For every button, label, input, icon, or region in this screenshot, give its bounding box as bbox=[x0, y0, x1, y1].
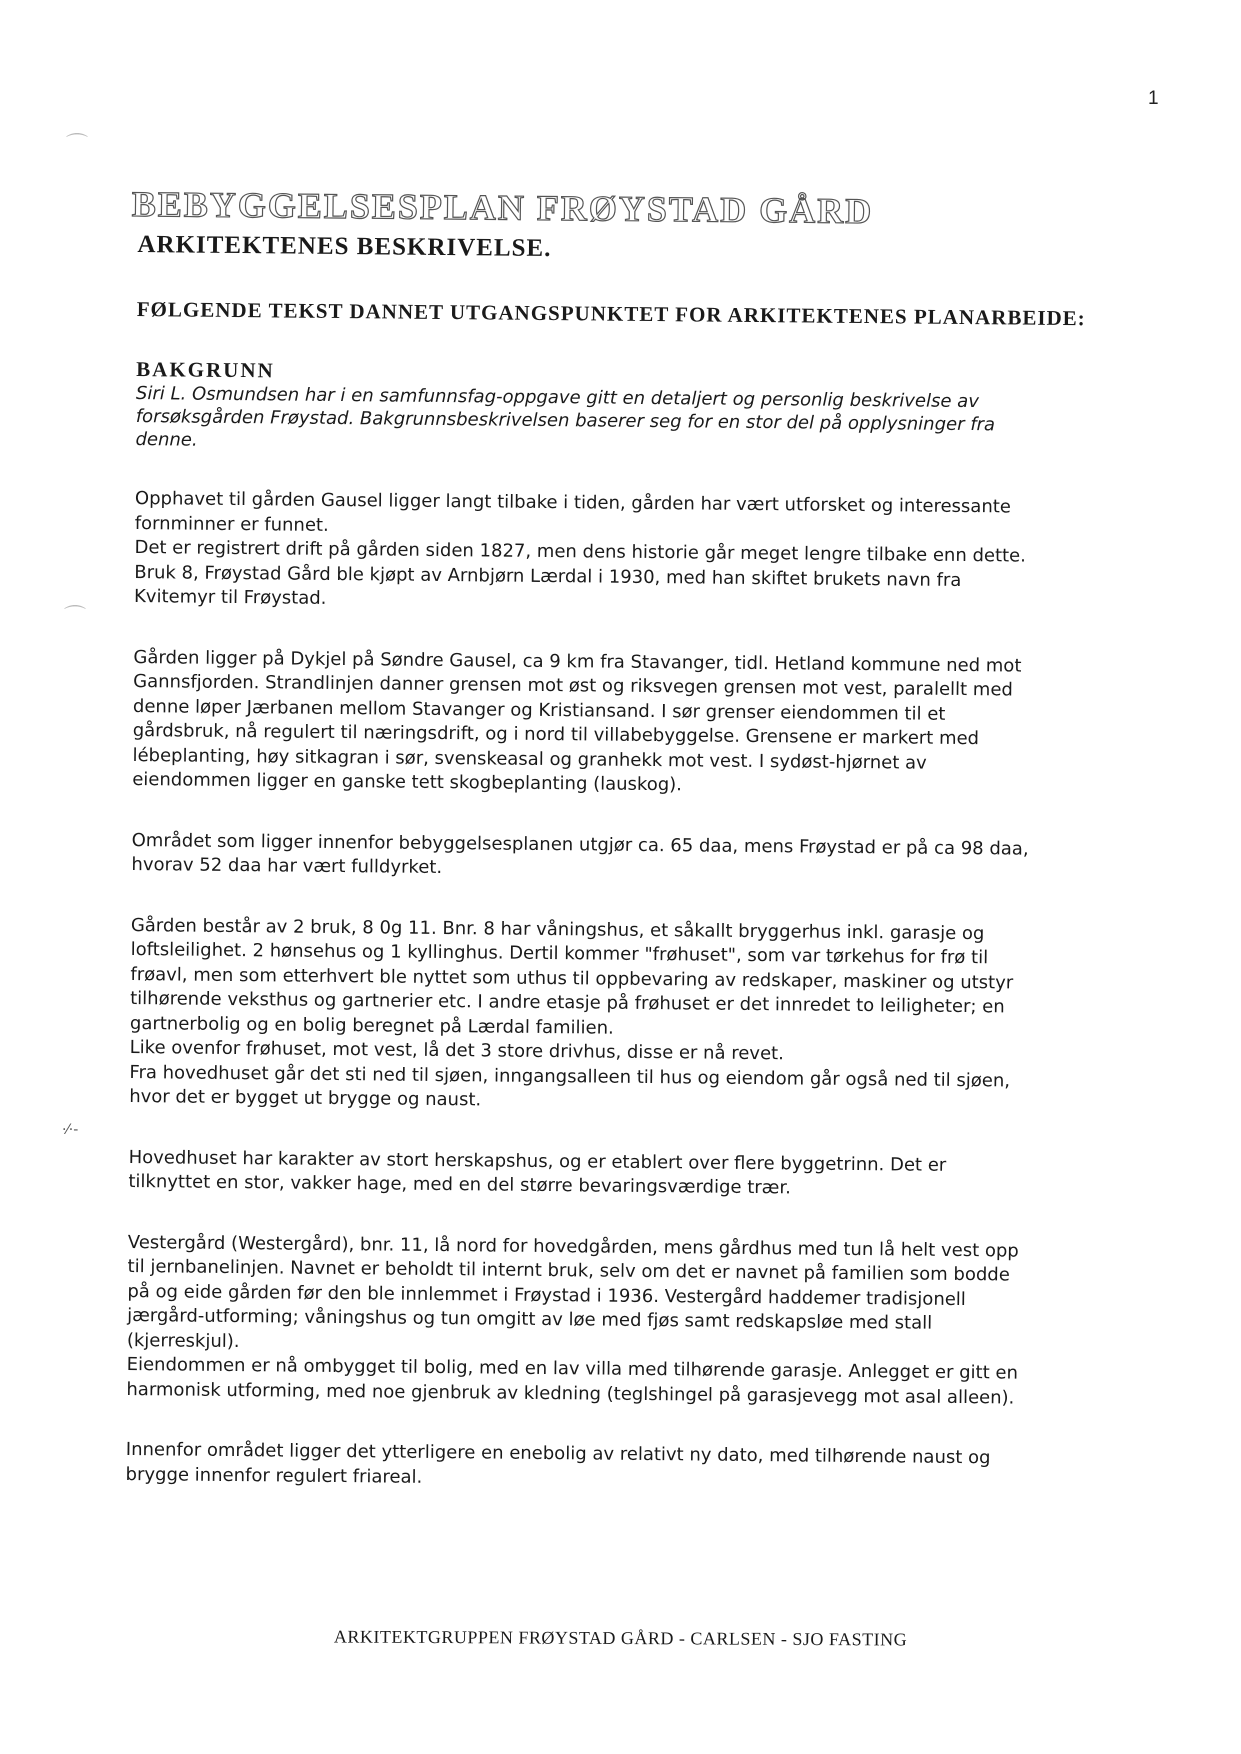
text-line: gårdsbruk, nå regulert til næringsdrift, og i nord til villabebyggelse. Grensene er markert med bbox=[132, 720, 980, 750]
text-line: hvor det er bygget ut brygge og naust. bbox=[129, 1086, 482, 1111]
text-line: lébeplanting, høy sitkagran i sør, svenskeasal og granhekk mot vest. I sydøst-hjørnet av bbox=[132, 744, 927, 774]
text-line: fornminner er funnet. bbox=[134, 512, 329, 536]
paragraph-main-house bbox=[128, 1146, 1103, 1204]
document-title: BEBYGGELSESPLAN FRØYSTAD GÅRD bbox=[131, 184, 874, 232]
intro-paragraph bbox=[135, 382, 1111, 460]
text-line: Gården ligger på Dykjel på Søndre Gausel, ca 9 km fra Stavanger, tidl. Hetland kommune ned mot bbox=[133, 646, 1022, 677]
text-line: på og eide gården før den ble innlemmet i Frøystad i 1936. Vestergård haddemer tradisjonell bbox=[127, 1280, 966, 1310]
paragraph-history bbox=[134, 487, 1110, 619]
text-line: loftsleilighet. 2 hønsehus og 1 kyllinghus. Dertil kommer "frøhuset", som var tørkehus for frø til bbox=[130, 939, 989, 969]
scan-mark: ·⁄·- bbox=[62, 1122, 79, 1138]
text-line: Fra hovedhuset går det sti ned til sjøen, inngangsalleen til hus og eiendom går også ned til sjøen, bbox=[129, 1061, 1011, 1091]
text-line: gartnerbolig og en bolig beregnet på Lærdal familien. bbox=[129, 1012, 614, 1039]
paragraph-enebolig bbox=[125, 1438, 1100, 1496]
text-line: hvorav 52 daa har vært fulldyrket. bbox=[131, 854, 443, 879]
text-line: denne. bbox=[135, 429, 198, 451]
text-line: (kjerreskjul). bbox=[126, 1329, 240, 1352]
text-line: Siri L. Osmundsen har i en samfunnsfag-oppgave gitt en detaljert og personlig beskrivelse av bbox=[135, 383, 980, 413]
page-number: 1 bbox=[1148, 88, 1159, 109]
text-line: Bruk 8, Frøystad Gård ble kjøpt av Arnbjørn Lærdal i 1930, med han skiftet brukets navn fra bbox=[134, 561, 962, 591]
text-line: tilknyttet en stor, vakker hage, med en del større bevaringsværdige trær. bbox=[128, 1171, 791, 1199]
paragraph-buildings bbox=[129, 914, 1106, 1119]
text-line: Opphavet til gården Gausel ligger langt tilbake i tiden, gården har vært utforsket og interessante bbox=[134, 488, 1012, 518]
text-line: frøavl, men som etterhvert ble nyttet som uthus til oppbevaring av redskaper, maskiner og utstyr bbox=[130, 963, 1014, 993]
text-line: Gården består av 2 bruk, 8 0g 11. Bnr. 8 har våningshus, et såkallt bryggerhus inkl. garasje og bbox=[130, 914, 985, 944]
text-line: denne løper Jærbanen mellom Stavanger og Kristiansand. I sør grenser eiendommen til et bbox=[132, 695, 946, 725]
scan-mark: ⌒ bbox=[64, 605, 87, 630]
scan-mark: ⌒ bbox=[66, 133, 89, 158]
text-line: harmonisk utforming, med noe gjenbruk av kledning (teglshingel på garasjevegg mot asal alleen). bbox=[126, 1378, 1015, 1409]
page-footer: ARKITEKTGRUPPEN FRØYSTAD GÅRD - CARLSEN - SJO FASTING bbox=[333, 1626, 908, 1650]
text-line: Vestergård (Westergård), bnr. 11, lå nord for hovedgården, mens gårdhus med tun lå helt vest opp bbox=[127, 1231, 1019, 1262]
paragraph-area bbox=[131, 829, 1106, 887]
lead-heading: FØLGENDE TEKST DANNET UTGANGSPUNKTET FOR ARKITEKTENES PLANARBEIDE: bbox=[136, 297, 1086, 331]
text-line: Det er registrert drift på gården siden 1827, men dens historie går meget lengre tilbake enn dette. bbox=[134, 537, 1027, 567]
text-line: Like ovenfor frøhuset, mot vest, lå det 3 store drivhus, disse er nå revet. bbox=[129, 1037, 784, 1065]
paragraph-location bbox=[132, 646, 1108, 802]
text-line: jærgård-utforming; våningshus og tun omgitt av løe med fjøs samt redskapsløe med stall bbox=[127, 1305, 933, 1334]
document-body bbox=[119, 184, 1116, 1496]
text-line: Gannsfjorden. Strandlinjen danner grensen mot øst og riksvegen grensen mot vest, paralellt med bbox=[133, 671, 1014, 701]
paragraph-vestergard bbox=[126, 1231, 1103, 1412]
text-line: forsøksgården Frøystad. Bakgrunnsbeskrivelsen baserer seg for en stor del på opplysninger fra bbox=[135, 406, 996, 436]
text-line: eiendommen ligger en ganske tett skogbeplanting (lauskog). bbox=[132, 769, 683, 796]
text-line: Kvitemyr til Frøystad. bbox=[133, 586, 327, 609]
document-subtitle: ARKITEKTENES BESKRIVELSE. bbox=[137, 231, 552, 263]
section-heading: BAKGRUNN bbox=[136, 357, 275, 383]
text-line: til jernbanelinjen. Navnet er beholdt til internt bruk, selv om det er navnet på familien som bodde bbox=[127, 1256, 1010, 1286]
text-line: tilhørende veksthus og gartnerier etc. I andre etasje på frøhuset er det innredet to leiligheter; en bbox=[130, 988, 1005, 1018]
text-line: Hovedhuset har karakter av stort herskapshus, og er etablert over flere byggetrinn. Det er bbox=[128, 1146, 947, 1176]
text-line: brygge innenfor regulert friareal. bbox=[125, 1463, 423, 1488]
text-line: Eiendommen er nå ombygget til bolig, med en lav villa med tilhørende garasje. Anlegget er gitt en bbox=[126, 1354, 1019, 1384]
text-line: Innenfor området ligger det ytterligere en enebolig av relativt ny dato, med tilhørende naust og bbox=[125, 1438, 991, 1469]
text-line: Området som ligger innenfor bebyggelsesplanen utgjør ca. 65 daa, mens Frøystad er på ca 98 daa, bbox=[131, 829, 1029, 860]
